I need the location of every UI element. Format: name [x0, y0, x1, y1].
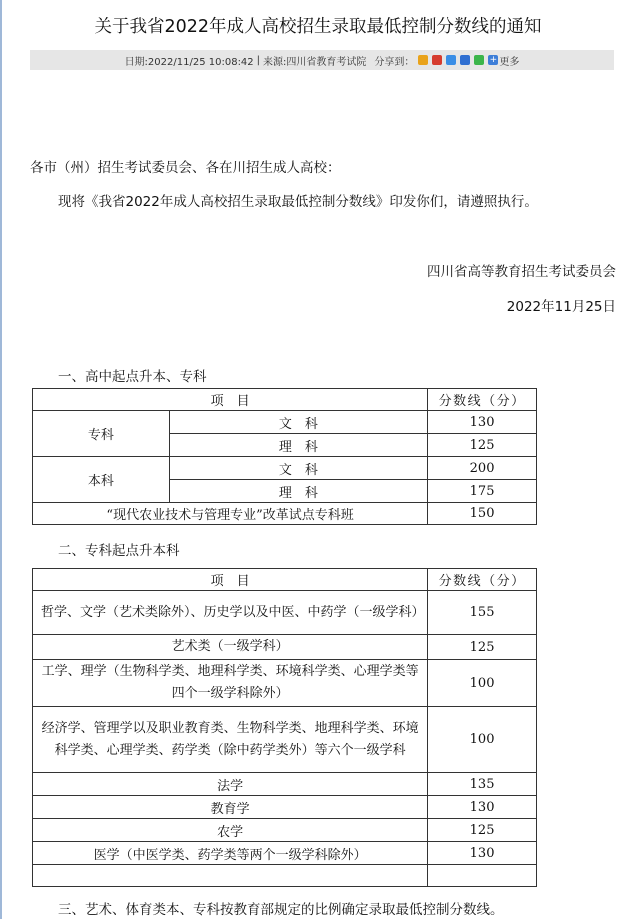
- score-cell: 135: [428, 773, 537, 796]
- wechat-share-icon[interactable]: [474, 55, 484, 65]
- header-score: 分数线（分）: [428, 389, 537, 411]
- source-text: 来源:四川省教育考试院: [263, 56, 367, 68]
- subject-cell: 理 科: [169, 434, 427, 457]
- article-title: 关于我省2022年成人高校招生录取最低控制分数线的通知: [94, 17, 542, 37]
- table-row: [33, 773, 537, 796]
- score-cell: 175: [428, 480, 537, 503]
- table-row: [33, 635, 537, 660]
- group-name: 专科: [33, 411, 170, 457]
- item-cell: 教育学: [33, 796, 428, 819]
- share-icons: [418, 53, 519, 68]
- table-row: [33, 796, 537, 819]
- table-header-row: [33, 389, 537, 411]
- weibo-share-icon[interactable]: [432, 55, 442, 65]
- item-cell: [33, 865, 428, 887]
- score-cell: 155: [428, 591, 537, 635]
- header-item: 项 目: [33, 389, 428, 411]
- score-cell: 130: [428, 842, 537, 865]
- subject-cell: 文 科: [169, 457, 427, 480]
- share-label: 分享到：: [374, 56, 415, 68]
- header-item: 项 目: [33, 569, 428, 591]
- score-cell: 125: [428, 819, 537, 842]
- header-score: 分数线（分）: [428, 569, 537, 591]
- table-header-row: [33, 569, 537, 591]
- group-name: 本科: [33, 457, 170, 503]
- score-cell: 130: [428, 411, 537, 434]
- score-cell: [428, 865, 537, 887]
- section2-heading: 二、专科起点升本科: [58, 543, 180, 559]
- score-cell: 130: [428, 796, 537, 819]
- score-cell: 100: [428, 660, 537, 707]
- score-cell: 200: [428, 457, 537, 480]
- table-row: [33, 591, 537, 635]
- item-cell: 医学（中医学类、药学类等两个一级学科除外）: [33, 842, 428, 865]
- item-cell: 工学、理学（生物科学类、地理科学类、环境科学类、心理学类等四个一级学科除外）: [33, 660, 428, 707]
- more-share-icon[interactable]: +: [489, 55, 498, 65]
- table-row: [33, 503, 537, 525]
- item-cell: 法学: [33, 773, 428, 796]
- table-row: [33, 707, 537, 773]
- score-cell: 100: [428, 707, 537, 773]
- score-cell: 125: [428, 434, 537, 457]
- notice-body: 现将《我省2022年成人高校招生录取最低控制分数线》印发你们，请遵照执行。: [58, 194, 538, 210]
- table-row: [33, 842, 537, 865]
- section1-heading: 一、高中起点升本、专科: [58, 369, 207, 385]
- renren-share-icon[interactable]: [460, 55, 470, 65]
- issue-date: 2022年11月25日: [506, 299, 616, 315]
- issuer: 四川省高等教育招生考试委员会: [427, 264, 616, 280]
- article-meta-bar: [30, 50, 614, 70]
- qzone-share-icon[interactable]: [418, 55, 428, 65]
- table-row: [33, 411, 537, 434]
- tencent-weibo-share-icon[interactable]: [446, 55, 456, 65]
- section3-heading: 三、艺术、体育类本、专科按教育部规定的比例确定录取最低控制分数线。: [58, 902, 504, 918]
- score-cell: 150: [428, 503, 537, 525]
- section1-table: [32, 388, 537, 525]
- item-cell: 艺术类（一级学科）: [33, 635, 428, 660]
- item-cell: 经济学、管理学以及职业教育类、生物科学类、地理科学类、环境科学类、心理学类、药学类（除中药学类外）等六个一级学科: [33, 707, 428, 773]
- table-row: [33, 457, 537, 480]
- subject-cell: 理 科: [169, 480, 427, 503]
- table-row-empty: [33, 865, 537, 887]
- more-share-link[interactable]: 更多: [499, 56, 520, 68]
- subject-cell: 文 科: [169, 411, 427, 434]
- item-cell: 农学: [33, 819, 428, 842]
- section2-table: [32, 568, 537, 887]
- table-row: [33, 660, 537, 707]
- table-row: [33, 819, 537, 842]
- special-item-cell: “现代农业技术与管理专业”改革试点专科班: [33, 503, 428, 525]
- page-left-border: [0, 0, 2, 919]
- salutation: 各市（州）招生考试委员会、各在川招生成人高校：: [30, 160, 341, 176]
- score-cell: 125: [428, 635, 537, 660]
- item-cell: 哲学、文学（艺术类除外）、历史学以及中医、中药学（一级学科）: [33, 591, 428, 635]
- meta-separator: |: [256, 54, 261, 66]
- publish-date: 日期:2022/11/25 10:08:42: [124, 56, 254, 68]
